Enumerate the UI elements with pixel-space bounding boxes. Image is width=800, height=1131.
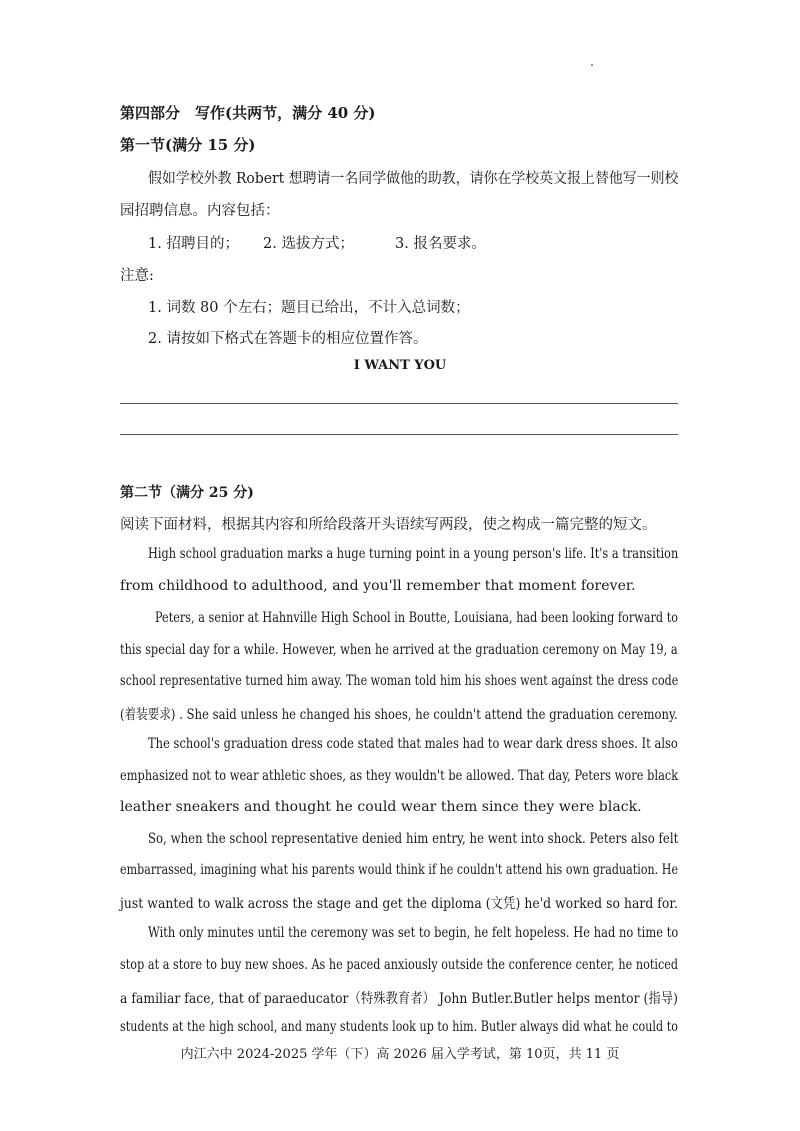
passage-line: So, when the school representative denied him entry, he went into shock. Peters also felt	[148, 831, 679, 847]
passage-line: students at the high school, and many students look up to him. Butler always did what he could to	[120, 1019, 678, 1035]
prompt-line-2: 园招聘信息。内容包括：	[120, 203, 280, 219]
note-label: 注意:	[120, 268, 154, 284]
passage-line: embarrassed, imagining what his parents would think if he couldn't attend his own graduation. He	[120, 862, 679, 878]
note-1: 1. 词数 80 个左右；题目已给出，不计入总词数；	[148, 300, 470, 316]
passage-line: The school's graduation dress code stated that males had to wear dark dress shoes. It also	[148, 736, 678, 752]
answer-line-2	[120, 434, 678, 435]
passage-line: (着装要求) . She said unless he changed his shoes, he couldn't attend the graduation ceremony.	[120, 707, 678, 723]
passage-line: High school graduation marks a huge turning point in a young person's life. It's a transition	[148, 546, 679, 562]
answer-line-1	[120, 403, 678, 404]
passage-line: Peters, a senior at Hahnville High School in Boutte, Louisiana, had been looking forward to	[155, 610, 679, 626]
section2-instruction: 阅读下面材料，根据其内容和所给段落开头语续写两段，使之构成一篇完整的短文。	[120, 517, 657, 533]
content-point-1: 1. 招聘目的；	[148, 236, 239, 252]
passage-line: a familiar face, that of paraeducator（特殊教育者） John Butler.Butler helps mentor (指导)	[120, 991, 678, 1007]
note-2: 2. 请按如下格式在答题卡的相应位置作答。	[148, 331, 428, 347]
passage-line: this special day for a while. However, when he arrived at the graduation ceremony on May 19, a	[120, 642, 678, 658]
scan-speck	[591, 64, 593, 66]
passage-line: just wanted to walk across the stage and get the diploma (文凭) he'd worked so hard for.	[120, 896, 679, 912]
page-footer: 内江六中 2024-2025 学年（下）高 2026 届入学考试，第 10页，共 11 页	[180, 1047, 620, 1062]
passage-line: school representative turned him away. The woman told him his shoes went against the dress code	[120, 673, 679, 689]
passage-line: from childhood to adulthood, and you'll remember that moment forever.	[120, 578, 636, 594]
prompt-line-1: 假如学校外教 Robert 想聘请一名同学做他的助教，请你在学校英文报上替他写一则校	[148, 171, 679, 187]
passage-line: With only minutes until the ceremony was set to begin, he felt hopeless. He had no time to	[148, 925, 679, 941]
passage-line: leather sneakers and thought he could wear them since they were black.	[120, 799, 642, 815]
passage-line: stop at a store to buy new shoes. As he paced anxiously outside the conference center, he noticed	[120, 957, 679, 973]
essay-title: I WANT YOU	[353, 358, 447, 373]
section1-heading: 第一节(满分 15 分)	[120, 136, 256, 154]
passage-line: emphasized not to wear athletic shoes, as they wouldn't be allowed. That day, Peters wore black	[120, 768, 679, 784]
content-point-3: 3. 报名要求。	[395, 236, 486, 252]
part-heading: 第四部分 写作(共两节，满分 40 分)	[120, 104, 376, 122]
section2-heading: 第二节（满分 25 分)	[120, 485, 254, 501]
content-point-2: 2. 选拔方式；	[263, 236, 354, 252]
